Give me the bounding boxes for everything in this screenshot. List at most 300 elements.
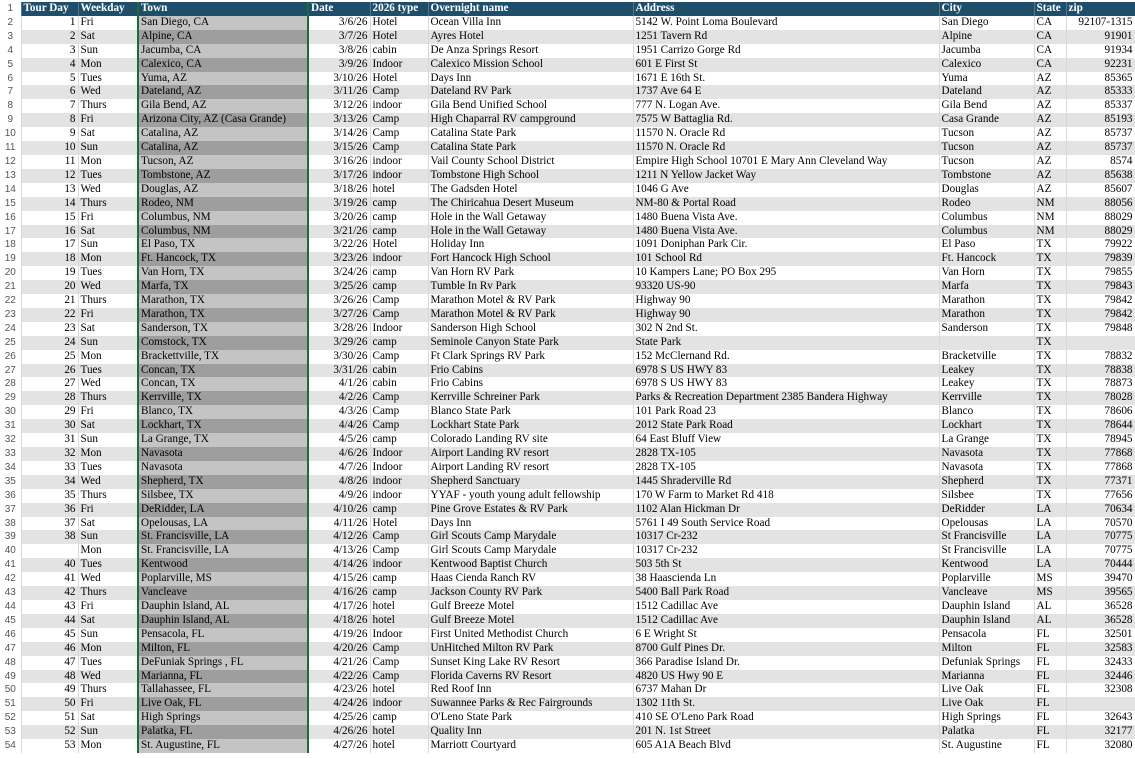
cell-town[interactable]: Silsbee, TX <box>138 489 308 503</box>
cell-state[interactable]: NM <box>1034 211 1066 225</box>
cell-town[interactable]: Lockhart, TX <box>138 419 308 433</box>
row-number[interactable]: 26 <box>0 350 21 364</box>
cell-town[interactable]: Van Horn, TX <box>138 266 308 280</box>
row-number[interactable]: 8 <box>0 99 21 113</box>
cell-tour-day[interactable]: 47 <box>21 656 78 670</box>
header-zip[interactable]: zip <box>1066 2 1135 16</box>
cell-address[interactable]: 10317 Cr-232 <box>633 530 939 544</box>
cell-address[interactable]: 10 Kampers Lane; PO Box 295 <box>633 266 939 280</box>
cell-city[interactable] <box>939 336 1034 350</box>
cell-state[interactable]: AZ <box>1034 141 1066 155</box>
cell-weekday[interactable]: Sat <box>78 419 138 433</box>
cell-zip[interactable]: 77371 <box>1066 475 1135 489</box>
cell-overnight-name[interactable]: Red Roof Inn <box>428 683 633 697</box>
row-number[interactable]: 30 <box>0 405 21 419</box>
cell-tour-day[interactable] <box>21 544 78 558</box>
cell-date[interactable]: 3/14/26 <box>308 127 370 141</box>
cell-date[interactable]: 3/31/26 <box>308 364 370 378</box>
cell-town[interactable]: Milton, FL <box>138 642 308 656</box>
cell-weekday[interactable]: Fri <box>78 16 138 30</box>
cell-date[interactable]: 4/3/26 <box>308 405 370 419</box>
cell-tour-day[interactable]: 38 <box>21 530 78 544</box>
cell-date[interactable]: 4/24/26 <box>308 697 370 711</box>
cell-weekday[interactable]: Thurs <box>78 683 138 697</box>
cell-city[interactable]: DeRidder <box>939 503 1034 517</box>
row-number[interactable]: 35 <box>0 475 21 489</box>
cell-tour-day[interactable]: 23 <box>21 322 78 336</box>
cell-city[interactable]: Pensacola <box>939 628 1034 642</box>
cell-overnight-name[interactable]: Gulf Breeze Motel <box>428 600 633 614</box>
cell-town[interactable]: Columbus, NM <box>138 211 308 225</box>
cell-zip[interactable]: 88029 <box>1066 225 1135 239</box>
cell-tour-day[interactable]: 21 <box>21 294 78 308</box>
cell-type[interactable]: Camp <box>370 530 428 544</box>
cell-town[interactable]: Brackettville, TX <box>138 350 308 364</box>
cell-type[interactable]: indoor <box>370 489 428 503</box>
cell-date[interactable]: 4/19/26 <box>308 628 370 642</box>
row-number[interactable]: 27 <box>0 364 21 378</box>
cell-state[interactable]: AZ <box>1034 113 1066 127</box>
cell-city[interactable]: St Francisville <box>939 530 1034 544</box>
cell-zip[interactable]: 85333 <box>1066 85 1135 99</box>
cell-state[interactable]: FL <box>1034 642 1066 656</box>
cell-city[interactable]: Palatka <box>939 725 1034 739</box>
cell-town[interactable]: Dauphin Island, AL <box>138 600 308 614</box>
cell-overnight-name[interactable]: Sanderson High School <box>428 322 633 336</box>
cell-city[interactable]: Ft. Hancock <box>939 252 1034 266</box>
cell-overnight-name[interactable]: Frio Cabins <box>428 377 633 391</box>
cell-address[interactable]: 410 SE O'Leno Park Road <box>633 711 939 725</box>
cell-weekday[interactable]: Mon <box>78 739 138 753</box>
cell-weekday[interactable]: Thurs <box>78 586 138 600</box>
cell-zip[interactable]: 79922 <box>1066 238 1135 252</box>
cell-weekday[interactable]: Tues <box>78 656 138 670</box>
cell-state[interactable]: CA <box>1034 30 1066 44</box>
cell-date[interactable]: 3/23/26 <box>308 252 370 266</box>
cell-type[interactable]: hotel <box>370 614 428 628</box>
cell-overnight-name[interactable]: Hole in the Wall Getaway <box>428 211 633 225</box>
cell-date[interactable]: 3/13/26 <box>308 113 370 127</box>
cell-address[interactable]: 302 N 2nd St. <box>633 322 939 336</box>
cell-overnight-name[interactable]: Dateland RV Park <box>428 85 633 99</box>
cell-zip[interactable]: 88029 <box>1066 211 1135 225</box>
cell-type[interactable]: Camp <box>370 350 428 364</box>
cell-tour-day[interactable]: 17 <box>21 238 78 252</box>
cell-tour-day[interactable]: 42 <box>21 586 78 600</box>
cell-state[interactable]: AZ <box>1034 72 1066 86</box>
cell-weekday[interactable]: Sat <box>78 322 138 336</box>
cell-address[interactable]: 11570 N. Oracle Rd <box>633 141 939 155</box>
cell-tour-day[interactable]: 25 <box>21 350 78 364</box>
cell-tour-day[interactable]: 7 <box>21 99 78 113</box>
row-number[interactable]: 22 <box>0 294 21 308</box>
cell-address[interactable]: 1737 Ave 64 E <box>633 85 939 99</box>
cell-date[interactable]: 4/2/26 <box>308 391 370 405</box>
cell-town[interactable]: Yuma, AZ <box>138 72 308 86</box>
cell-type[interactable]: camp <box>370 503 428 517</box>
cell-date[interactable]: 4/16/26 <box>308 586 370 600</box>
cell-state[interactable]: TX <box>1034 461 1066 475</box>
cell-tour-day[interactable]: 52 <box>21 725 78 739</box>
cell-address[interactable]: 6737 Mahan Dr <box>633 683 939 697</box>
row-number[interactable]: 10 <box>0 127 21 141</box>
cell-city[interactable]: Douglas <box>939 183 1034 197</box>
cell-city[interactable]: Vancleave <box>939 586 1034 600</box>
cell-type[interactable]: hotel <box>370 739 428 753</box>
cell-weekday[interactable]: Mon <box>78 642 138 656</box>
cell-state[interactable]: LA <box>1034 530 1066 544</box>
cell-tour-day[interactable]: 40 <box>21 558 78 572</box>
cell-address[interactable]: 777 N. Logan Ave. <box>633 99 939 113</box>
cell-state[interactable]: FL <box>1034 711 1066 725</box>
cell-state[interactable]: TX <box>1034 322 1066 336</box>
cell-zip[interactable]: 77868 <box>1066 461 1135 475</box>
cell-state[interactable]: TX <box>1034 238 1066 252</box>
row-number[interactable]: 29 <box>0 391 21 405</box>
cell-address[interactable]: 4820 US Hwy 90 E <box>633 670 939 684</box>
cell-state[interactable]: TX <box>1034 266 1066 280</box>
cell-city[interactable]: Blanco <box>939 405 1034 419</box>
row-number[interactable]: 50 <box>0 683 21 697</box>
cell-state[interactable]: TX <box>1034 447 1066 461</box>
cell-type[interactable]: Indoor <box>370 628 428 642</box>
cell-date[interactable]: 3/26/26 <box>308 294 370 308</box>
cell-address[interactable]: 8700 Gulf Pines Dr. <box>633 642 939 656</box>
cell-town[interactable]: Tombstone, AZ <box>138 169 308 183</box>
cell-tour-day[interactable]: 45 <box>21 628 78 642</box>
row-number[interactable]: 45 <box>0 614 21 628</box>
cell-zip[interactable]: 70775 <box>1066 544 1135 558</box>
row-number[interactable]: 5 <box>0 58 21 72</box>
cell-type[interactable]: camp <box>370 280 428 294</box>
cell-tour-day[interactable]: 44 <box>21 614 78 628</box>
cell-city[interactable]: San Diego <box>939 16 1034 30</box>
cell-address[interactable]: Empire High School 10701 E Mary Ann Cleveland Way <box>633 155 939 169</box>
cell-tour-day[interactable]: 18 <box>21 252 78 266</box>
cell-address[interactable]: 5761 I 49 South Service Road <box>633 517 939 531</box>
cell-date[interactable]: 4/8/26 <box>308 475 370 489</box>
cell-type[interactable]: Indoor <box>370 461 428 475</box>
cell-zip[interactable]: 32583 <box>1066 642 1135 656</box>
cell-address[interactable]: 93320 US-90 <box>633 280 939 294</box>
cell-zip[interactable]: 8574 <box>1066 155 1135 169</box>
row-number[interactable]: 21 <box>0 280 21 294</box>
cell-overnight-name[interactable]: Suwannee Parks & Rec Fairgrounds <box>428 697 633 711</box>
cell-tour-day[interactable]: 19 <box>21 266 78 280</box>
cell-weekday[interactable]: Tues <box>78 72 138 86</box>
cell-city[interactable]: Defuniak Springs <box>939 656 1034 670</box>
cell-address[interactable]: 1251 Tavern Rd <box>633 30 939 44</box>
cell-date[interactable]: 4/7/26 <box>308 461 370 475</box>
cell-address[interactable]: 1951 Carrizo Gorge Rd <box>633 44 939 58</box>
cell-type[interactable]: Camp <box>370 141 428 155</box>
cell-town[interactable]: Douglas, AZ <box>138 183 308 197</box>
cell-overnight-name[interactable]: Lockhart State Park <box>428 419 633 433</box>
row-number[interactable]: 28 <box>0 377 21 391</box>
cell-type[interactable]: camp <box>370 711 428 725</box>
cell-type[interactable]: indoor <box>370 155 428 169</box>
cell-town[interactable]: El Paso, TX <box>138 238 308 252</box>
cell-state[interactable]: TX <box>1034 350 1066 364</box>
cell-type[interactable]: hotel <box>370 725 428 739</box>
cell-address[interactable]: 5142 W. Point Loma Boulevard <box>633 16 939 30</box>
cell-address[interactable]: Parks & Recreation Department 2385 Bandera Highway <box>633 391 939 405</box>
cell-date[interactable]: 4/26/26 <box>308 725 370 739</box>
cell-zip[interactable]: 32080 <box>1066 739 1135 753</box>
cell-date[interactable]: 3/7/26 <box>308 30 370 44</box>
cell-date[interactable]: 4/11/26 <box>308 517 370 531</box>
cell-zip[interactable]: 79848 <box>1066 322 1135 336</box>
header-type[interactable]: 2026 type <box>370 2 428 16</box>
cell-address[interactable]: 366 Paradise Island Dr. <box>633 656 939 670</box>
cell-city[interactable]: Dauphin Island <box>939 614 1034 628</box>
cell-town[interactable]: Ft. Hancock, TX <box>138 252 308 266</box>
cell-state[interactable]: TX <box>1034 475 1066 489</box>
cell-town[interactable]: Poplarville, MS <box>138 572 308 586</box>
cell-zip[interactable]: 70570 <box>1066 517 1135 531</box>
header-address[interactable]: Address <box>633 2 939 16</box>
cell-tour-day[interactable]: 30 <box>21 419 78 433</box>
cell-date[interactable]: 4/5/26 <box>308 433 370 447</box>
cell-overnight-name[interactable]: Marathon Motel & RV Park <box>428 294 633 308</box>
row-number[interactable]: 52 <box>0 711 21 725</box>
cell-weekday[interactable]: Mon <box>78 155 138 169</box>
cell-weekday[interactable]: Mon <box>78 252 138 266</box>
cell-address[interactable]: 7575 W Battaglia Rd. <box>633 113 939 127</box>
cell-city[interactable]: Shepherd <box>939 475 1034 489</box>
cell-zip[interactable]: 79842 <box>1066 308 1135 322</box>
cell-city[interactable]: Columbus <box>939 225 1034 239</box>
cell-address[interactable]: 1302 11th St. <box>633 697 939 711</box>
cell-town[interactable]: Comstock, TX <box>138 336 308 350</box>
cell-city[interactable]: Casa Grande <box>939 113 1034 127</box>
cell-city[interactable]: Dauphin Island <box>939 600 1034 614</box>
cell-weekday[interactable]: Fri <box>78 600 138 614</box>
cell-town[interactable]: Tucson, AZ <box>138 155 308 169</box>
cell-zip[interactable]: 79842 <box>1066 294 1135 308</box>
cell-type[interactable]: indoor <box>370 558 428 572</box>
cell-type[interactable]: Camp <box>370 391 428 405</box>
row-number[interactable]: 7 <box>0 85 21 99</box>
cell-city[interactable]: Calexico <box>939 58 1034 72</box>
cell-address[interactable]: 2012 State Park Road <box>633 419 939 433</box>
cell-city[interactable]: Columbus <box>939 211 1034 225</box>
cell-zip[interactable]: 79839 <box>1066 252 1135 266</box>
cell-weekday[interactable]: Tues <box>78 364 138 378</box>
row-number[interactable]: 15 <box>0 197 21 211</box>
row-number[interactable]: 20 <box>0 266 21 280</box>
cell-town[interactable]: Alpine, CA <box>138 30 308 44</box>
cell-type[interactable]: cabin <box>370 364 428 378</box>
cell-type[interactable]: Camp <box>370 405 428 419</box>
cell-state[interactable]: AZ <box>1034 99 1066 113</box>
cell-zip[interactable]: 32501 <box>1066 628 1135 642</box>
cell-tour-day[interactable]: 33 <box>21 461 78 475</box>
cell-tour-day[interactable]: 34 <box>21 475 78 489</box>
cell-tour-day[interactable]: 46 <box>21 642 78 656</box>
cell-overnight-name[interactable]: Gulf Breeze Motel <box>428 614 633 628</box>
cell-type[interactable]: camp <box>370 225 428 239</box>
cell-date[interactable]: 3/30/26 <box>308 350 370 364</box>
row-number[interactable]: 44 <box>0 600 21 614</box>
row-number[interactable]: 32 <box>0 433 21 447</box>
cell-city[interactable]: Marathon <box>939 294 1034 308</box>
cell-address[interactable]: Highway 90 <box>633 308 939 322</box>
cell-state[interactable]: TX <box>1034 405 1066 419</box>
cell-tour-day[interactable]: 26 <box>21 364 78 378</box>
cell-address[interactable]: 170 W Farm to Market Rd 418 <box>633 489 939 503</box>
cell-type[interactable]: Camp <box>370 642 428 656</box>
cell-type[interactable]: Camp <box>370 85 428 99</box>
cell-overnight-name[interactable]: Pine Grove Estates & RV Park <box>428 503 633 517</box>
cell-date[interactable]: 3/20/26 <box>308 211 370 225</box>
cell-type[interactable]: Indoor <box>370 322 428 336</box>
cell-town[interactable]: High Springs <box>138 711 308 725</box>
row-number[interactable]: 49 <box>0 670 21 684</box>
cell-town[interactable]: Navasota <box>138 447 308 461</box>
cell-tour-day[interactable]: 37 <box>21 517 78 531</box>
cell-date[interactable]: 4/6/26 <box>308 447 370 461</box>
cell-address[interactable]: 601 E First St <box>633 58 939 72</box>
cell-type[interactable]: cabin <box>370 44 428 58</box>
cell-date[interactable]: 3/17/26 <box>308 169 370 183</box>
cell-state[interactable]: MS <box>1034 586 1066 600</box>
cell-zip[interactable]: 70775 <box>1066 530 1135 544</box>
cell-tour-day[interactable]: 51 <box>21 711 78 725</box>
cell-zip[interactable]: 78873 <box>1066 377 1135 391</box>
cell-zip[interactable] <box>1066 697 1135 711</box>
cell-address[interactable]: 2828 TX-105 <box>633 447 939 461</box>
cell-overnight-name[interactable]: Frio Cabins <box>428 364 633 378</box>
row-number[interactable]: 54 <box>0 739 21 753</box>
cell-overnight-name[interactable]: Hole in the Wall Getaway <box>428 225 633 239</box>
row-number[interactable]: 3 <box>0 30 21 44</box>
cell-type[interactable]: Hotel <box>370 30 428 44</box>
cell-zip[interactable]: 36528 <box>1066 600 1135 614</box>
cell-zip[interactable]: 91934 <box>1066 44 1135 58</box>
cell-type[interactable]: Camp <box>370 127 428 141</box>
cell-town[interactable]: Marathon, TX <box>138 294 308 308</box>
cell-overnight-name[interactable]: Girl Scouts Camp Marydale <box>428 544 633 558</box>
cell-city[interactable]: Tucson <box>939 141 1034 155</box>
cell-city[interactable]: Sanderson <box>939 322 1034 336</box>
cell-zip[interactable]: 32643 <box>1066 711 1135 725</box>
cell-overnight-name[interactable]: High Chaparral RV campground <box>428 113 633 127</box>
cell-type[interactable]: Indoor <box>370 447 428 461</box>
cell-weekday[interactable]: Fri <box>78 308 138 322</box>
header-date[interactable]: Date <box>308 2 370 16</box>
cell-city[interactable]: Leakey <box>939 364 1034 378</box>
cell-overnight-name[interactable]: Haas Cienda Ranch RV <box>428 572 633 586</box>
cell-tour-day[interactable]: 49 <box>21 683 78 697</box>
cell-date[interactable]: 3/10/26 <box>308 72 370 86</box>
cell-overnight-name[interactable]: Quality Inn <box>428 725 633 739</box>
cell-date[interactable]: 3/11/26 <box>308 85 370 99</box>
cell-city[interactable]: Navasota <box>939 447 1034 461</box>
row-number[interactable]: 37 <box>0 503 21 517</box>
cell-city[interactable]: High Springs <box>939 711 1034 725</box>
cell-town[interactable]: Palatka, FL <box>138 725 308 739</box>
row-number[interactable]: 36 <box>0 489 21 503</box>
cell-type[interactable]: Camp <box>370 308 428 322</box>
row-number[interactable]: 12 <box>0 155 21 169</box>
cell-date[interactable]: 4/15/26 <box>308 572 370 586</box>
cell-address[interactable]: 10317 Cr-232 <box>633 544 939 558</box>
cell-date[interactable]: 4/27/26 <box>308 739 370 753</box>
cell-town[interactable]: Concan, TX <box>138 364 308 378</box>
cell-date[interactable]: 4/21/26 <box>308 656 370 670</box>
cell-weekday[interactable]: Thurs <box>78 294 138 308</box>
cell-type[interactable]: camp <box>370 197 428 211</box>
row-number[interactable]: 42 <box>0 572 21 586</box>
cell-overnight-name[interactable]: Tumble In Rv Park <box>428 280 633 294</box>
cell-date[interactable]: 4/14/26 <box>308 558 370 572</box>
cell-town[interactable]: Opelousas, LA <box>138 517 308 531</box>
cell-weekday[interactable]: Wed <box>78 280 138 294</box>
cell-overnight-name[interactable]: Tombstone High School <box>428 169 633 183</box>
cell-address[interactable]: 1211 N Yellow Jacket Way <box>633 169 939 183</box>
cell-zip[interactable]: 91901 <box>1066 30 1135 44</box>
cell-tour-day[interactable]: 6 <box>21 85 78 99</box>
cell-tour-day[interactable]: 14 <box>21 197 78 211</box>
cell-overnight-name[interactable]: Marathon Motel & RV Park <box>428 308 633 322</box>
row-number[interactable]: 23 <box>0 308 21 322</box>
cell-tour-day[interactable]: 4 <box>21 58 78 72</box>
cell-overnight-name[interactable]: Days Inn <box>428 517 633 531</box>
cell-city[interactable]: Leakey <box>939 377 1034 391</box>
cell-address[interactable]: State Park <box>633 336 939 350</box>
cell-city[interactable]: Marianna <box>939 670 1034 684</box>
cell-address[interactable]: 5400 Ball Park Road <box>633 586 939 600</box>
cell-town[interactable]: St. Augustine, FL <box>138 739 308 753</box>
cell-type[interactable]: camp <box>370 572 428 586</box>
cell-weekday[interactable]: Fri <box>78 113 138 127</box>
cell-type[interactable]: Camp <box>370 419 428 433</box>
cell-address[interactable]: 1671 E 16th St. <box>633 72 939 86</box>
cell-type[interactable]: Hotel <box>370 72 428 86</box>
cell-weekday[interactable]: Mon <box>78 58 138 72</box>
cell-city[interactable]: Lockhart <box>939 419 1034 433</box>
cell-state[interactable]: AZ <box>1034 169 1066 183</box>
cell-zip[interactable]: 77656 <box>1066 489 1135 503</box>
cell-overnight-name[interactable]: Van Horn RV Park <box>428 266 633 280</box>
row-number[interactable]: 31 <box>0 419 21 433</box>
cell-state[interactable]: MS <box>1034 572 1066 586</box>
cell-address[interactable]: 64 East Bluff View <box>633 433 939 447</box>
cell-town[interactable]: Kerrville, TX <box>138 391 308 405</box>
cell-type[interactable]: indoor <box>370 99 428 113</box>
cell-town[interactable]: San Diego, CA <box>138 16 308 30</box>
cell-zip[interactable]: 78838 <box>1066 364 1135 378</box>
cell-tour-day[interactable]: 3 <box>21 44 78 58</box>
header-state[interactable]: State <box>1034 2 1066 16</box>
cell-type[interactable]: Camp <box>370 656 428 670</box>
cell-zip[interactable]: 39565 <box>1066 586 1135 600</box>
cell-city[interactable]: Marathon <box>939 308 1034 322</box>
row-number[interactable]: 48 <box>0 656 21 670</box>
cell-overnight-name[interactable]: YYAF - youth young adult fellowship <box>428 489 633 503</box>
cell-weekday[interactable]: Sun <box>78 141 138 155</box>
cell-overnight-name[interactable]: Airport Landing RV resort <box>428 461 633 475</box>
cell-state[interactable]: TX <box>1034 433 1066 447</box>
cell-zip[interactable]: 77868 <box>1066 447 1135 461</box>
cell-tour-day[interactable]: 35 <box>21 489 78 503</box>
cell-town[interactable]: Calexico, CA <box>138 58 308 72</box>
cell-zip[interactable]: 85365 <box>1066 72 1135 86</box>
cell-date[interactable]: 4/23/26 <box>308 683 370 697</box>
cell-address[interactable]: Highway 90 <box>633 294 939 308</box>
cell-town[interactable]: Live Oak, FL <box>138 697 308 711</box>
